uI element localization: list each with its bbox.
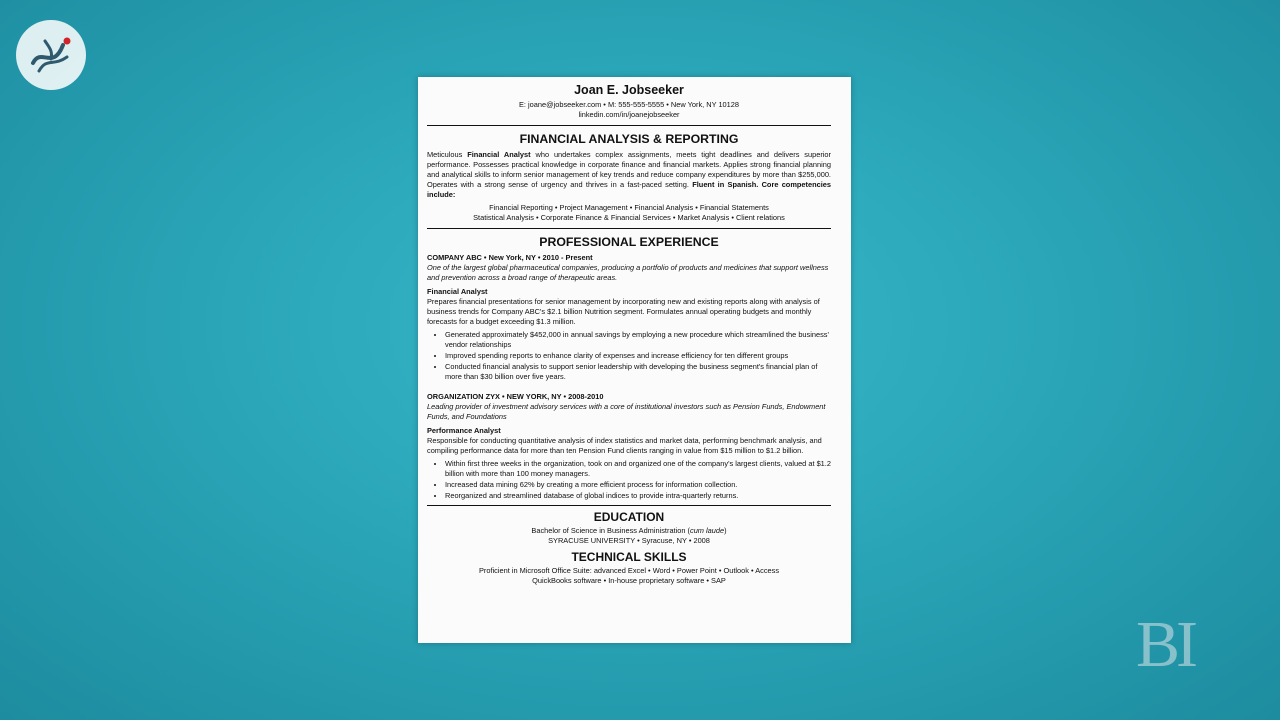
list-item: • Within first three weeks in the organization, took on and organized one of the company's largest clients, valued at $1.2 billion with more than 100 money managers. [445, 459, 831, 479]
watermark-logo: BI [1136, 608, 1194, 681]
experience-heading: PROFESSIONAL EXPERIENCE [539, 235, 719, 250]
job-entry [427, 253, 831, 382]
list-item: • Generated approximately $452,000 in annual savings by employing a new procedure which streamlined the business' vendor relationships [445, 330, 831, 350]
list-item: • Reorganized and streamlined database of global indices to provide intra-quarterly returns. [445, 491, 831, 501]
job-title: Performance Analyst [427, 425, 501, 435]
divider [427, 228, 831, 229]
list-item: • Increased data mining 62% by creating a more efficient process for information collection. [445, 480, 831, 490]
skills-line-1: Proficient in Microsoft Office Suite: advanced Excel • Word • Power Point • Outlook • Access [478, 566, 780, 576]
calligraphy-logo-icon [23, 27, 79, 83]
job-entry [427, 392, 831, 501]
skills-heading: TECHNICAL SKILLS [571, 549, 687, 564]
list-item: • Improved spending reports to enhance clarity of expenses and increase efficiency for ten different groups [445, 351, 831, 361]
skills-line-2: QuickBooks software • In-house proprietary software • SAP [532, 576, 726, 586]
job-summary: Prepares financial presentations for senior management by incorporating new and existing reports along with analysis of business trends for Company ABC's $2.1 billion Nutrition segment. Formulates annual operating budgets and monthly forecasts for a budget exceeding $1.3 million. [427, 296, 820, 326]
linkedin-url: linkedin.com/in/joanejobseeker [578, 109, 680, 119]
job-title: Financial Analyst [427, 287, 488, 296]
education-heading: EDUCATION [593, 509, 665, 524]
channel-logo-icon [16, 20, 86, 90]
divider [427, 125, 831, 126]
job-summary: Responsible for conducting quantitative analysis of index statistics and market data, performing benchmark analysis, and compiling performance data for more than ten Pension Fund clients ranging in value from $15 million to $1.2 billion. [427, 435, 822, 455]
job-company-description: One of the largest global pharmaceutical companies, producing a portfolio of products and medicines that support wellness and prevention across a broad range of therapeutic areas. [427, 263, 829, 283]
competencies-line-1: Financial Reporting • Project Management • Financial Analysis • Financial Statements [489, 203, 769, 213]
resume-document [418, 77, 851, 643]
competencies-line-2: Statistical Analysis • Corporate Finance & Financial Services • Market Analysis • Client relations [473, 213, 785, 223]
education-degree: Bachelor of Science in Business Administration (cum laude) [531, 525, 727, 535]
job-bullets [427, 330, 831, 382]
summary-paragraph: Meticulous Financial Analyst who undertakes complex assignments, meets tight deadlines and delivers superior performance. Possesses practical knowledge in corporate finance and financial markets. Applies strong financial planning and analytical skills to inform senior management of key trends and reduce company expenditures by more than $255,000. Operates with a strong sense of urgency and thrives in a fast-paced setting. Fluent in Spanish. Core competencies include: [427, 149, 831, 199]
job-company-description: Leading provider of investment advisory services with a core of institutional investors such as Pension Funds, Endowment Funds, and Foundations [427, 401, 826, 421]
job-company: ORGANIZATION ZYX • NEW YORK, NY • 2008-2010 [427, 391, 604, 401]
education-school: SYRACUSE UNIVERSITY • Syracuse, NY • 2008 [548, 535, 710, 545]
job-company: COMPANY ABC • New York, NY • 2010 - Present [427, 253, 593, 263]
divider [427, 505, 831, 506]
list-item: • Conducted financial analysis to support senior leadership with developing the business segment's financial plan of more than $30 billion over five years. [445, 362, 831, 382]
contact-info: E: joane@jobseeker.com • M: 555-555-5555 • New York, NY 10128 [518, 100, 740, 109]
job-bullets [427, 459, 831, 501]
resume-name: Joan E. Jobseeker [574, 83, 684, 97]
summary-heading: FINANCIAL ANALYSIS & REPORTING [519, 131, 739, 146]
